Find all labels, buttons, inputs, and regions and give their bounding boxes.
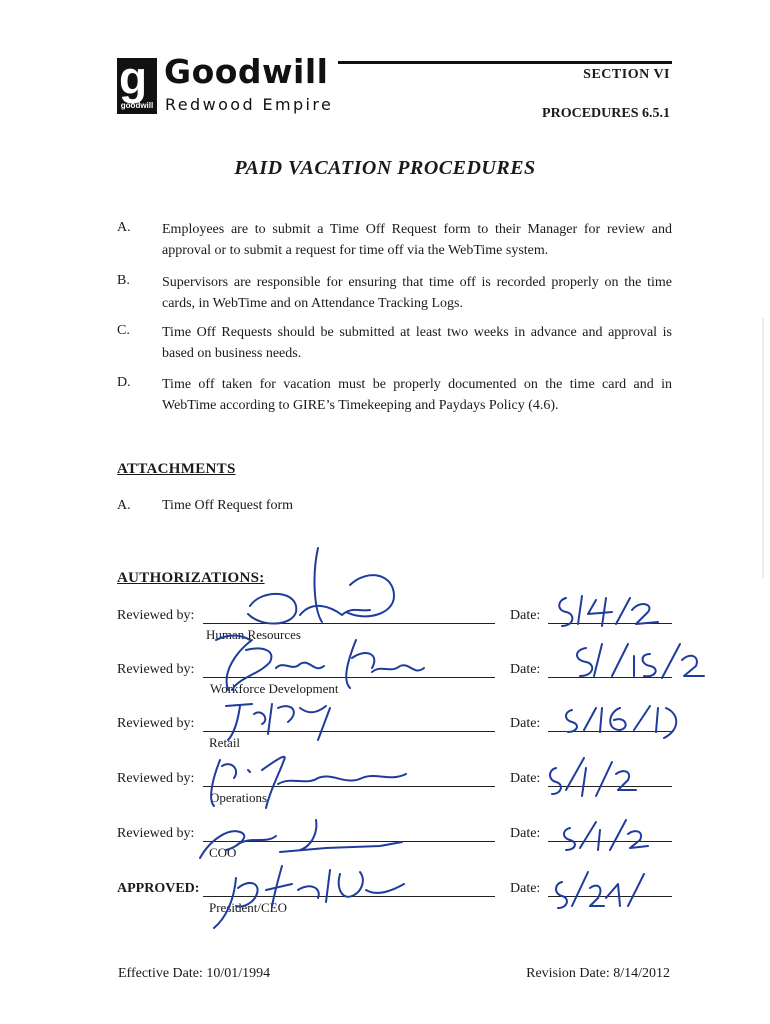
signature-line — [203, 786, 495, 787]
reviewed-by-label: Reviewed by: — [117, 608, 195, 623]
approved-label: APPROVED: — [117, 881, 200, 896]
section-label: SECTION VI — [583, 67, 670, 82]
handwritten-date-5 — [564, 820, 648, 850]
date-label: Date: — [510, 826, 541, 841]
logo-wordmark: Goodwill — [164, 52, 329, 91]
signature-line — [203, 841, 495, 842]
item-a-letter: A. — [117, 220, 131, 235]
signature-6 — [214, 866, 404, 928]
document-title: PAID VACATION PROCEDURES — [234, 157, 536, 179]
handwritten-date-3 — [566, 706, 676, 738]
handwritten-date-1 — [559, 596, 658, 626]
signature-line — [203, 731, 495, 732]
item-c-text: Time Off Requests should be submitted at least two weeks in advance and approval is based on business needs. — [162, 325, 672, 361]
effective-date: Effective Date: 10/01/1994 — [118, 966, 271, 981]
attachment-letter: A. — [117, 498, 131, 513]
date-line — [548, 677, 672, 678]
item-b-letter: B. — [117, 273, 130, 288]
signature-line — [203, 677, 495, 678]
signature-line — [203, 896, 495, 897]
signature-line — [203, 623, 495, 624]
date-line — [548, 841, 672, 842]
department-label: President/CEO — [209, 900, 287, 915]
date-label: Date: — [510, 881, 541, 896]
scan-edge-mark — [762, 318, 764, 578]
department-label: COO — [209, 845, 237, 860]
date-label: Date: — [510, 716, 541, 731]
department-label: Operations — [210, 790, 268, 805]
signature-3 — [226, 704, 330, 740]
attachment-text: Time Off Request form — [162, 498, 294, 513]
item-b-text: Supervisors are responsible for ensuring that time off is recorded properly on the time cards, in WebTime and on Attendance Tracking Logs. — [162, 275, 672, 311]
department-label: Human Resources — [206, 627, 301, 642]
header-rule — [338, 61, 672, 64]
reviewed-by-label: Reviewed by: — [117, 716, 195, 731]
date-line — [548, 731, 672, 732]
handwritten-date-2 — [577, 644, 704, 678]
date-label: Date: — [510, 662, 541, 677]
item-d-text: Time off taken for vacation must be properly documented on the time card and in WebTime according to GIRE’s Timekeeping and Paydays Policy (4.6). — [162, 377, 672, 413]
handwritten-date-4 — [550, 758, 636, 796]
item-d-letter: D. — [117, 375, 131, 390]
reviewed-by-label: Reviewed by: — [117, 662, 195, 677]
procedures-number: PROCEDURES 6.5.1 — [542, 106, 670, 121]
logo-g-glyph: g — [118, 52, 148, 104]
logo-small-text: goodwill — [120, 101, 154, 110]
date-line — [548, 786, 672, 787]
revision-date: Revision Date: 8/14/2012 — [526, 966, 670, 981]
logo-subtitle: Redwood Empire — [165, 95, 334, 114]
date-label: Date: — [510, 771, 541, 786]
attachments-heading: ATTACHMENTS — [117, 461, 236, 477]
reviewed-by-label: Reviewed by: — [117, 826, 195, 841]
date-line — [548, 896, 672, 897]
authorizations-heading: AUTHORIZATIONS: — [117, 570, 265, 586]
date-line — [548, 623, 672, 624]
reviewed-by-label: Reviewed by: — [117, 771, 195, 786]
department-label: Retail — [209, 735, 241, 750]
item-a-text: Employees are to submit a Time Off Request form to their Manager for review and approval or to submit a request for time off via the WebTime system. — [162, 222, 672, 258]
handwritten-date-6 — [556, 872, 644, 908]
date-label: Date: — [510, 608, 541, 623]
item-c-letter: C. — [117, 323, 130, 338]
department-label: Workforce Development — [210, 681, 339, 696]
